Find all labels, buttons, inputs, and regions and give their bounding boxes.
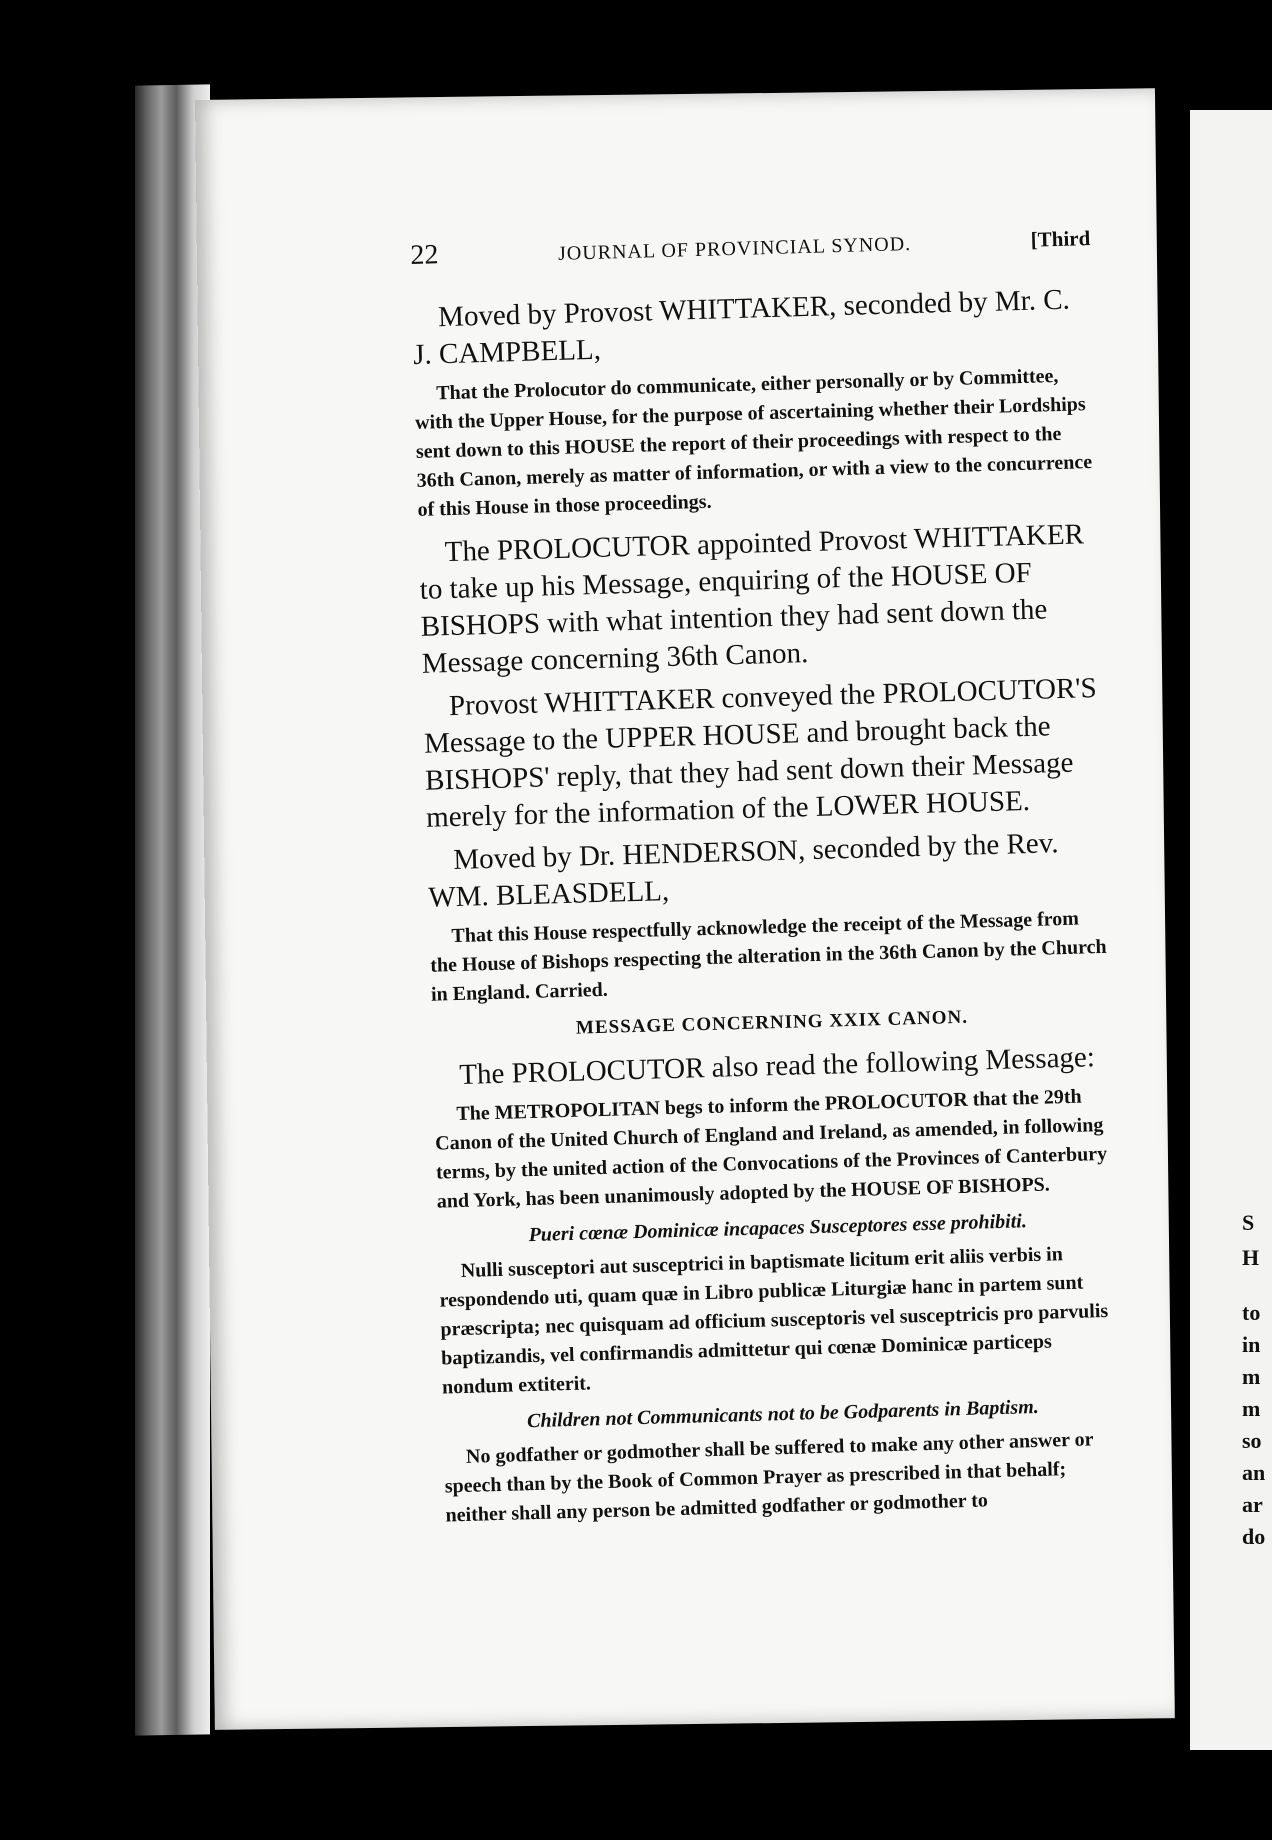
english-canon-title: Children not Communicants not to be Godparents in Baptism. bbox=[526, 1395, 1040, 1433]
english-canon-text: No godfather or godmother shall be suffered to make any other answer or speech than by the Book of Common Prayer as prescribed in that behalf; neither shall any person be admitted godfather or godmother to bbox=[444, 1428, 1094, 1527]
running-title: JOURNAL OF PROVINCIAL SYNOD. bbox=[557, 233, 912, 265]
body-paragraph: The PROLOCUTOR appointed Provost WHITTAKER to take up his Message, enquiring of the HOUSE OF BISHOPS with what intention they had sent down the Message concerning 36th Canon. bbox=[419, 518, 1085, 680]
facing-fragment: m bbox=[1242, 1396, 1261, 1421]
resolution-paragraph: That the Prolocutor do communicate, either personally or by Committee, with the Upper House, for the purpose of ascertaining whether their Lordships sent down to this HOUSE the report of their proceedings with respect to the 36th Canon, merely as matter of information, or with a view to the concurrence of this House in those proceedings. bbox=[414, 364, 1093, 521]
motion-paragraph: Moved by Dr. HENDERSON, seconded by the Rev. WM. BLEASDELL, bbox=[427, 827, 1059, 914]
page-number: 22 bbox=[410, 239, 439, 271]
body-paragraph: Provost WHITTAKER conveyed the PROLOCUTOR'S Message to the UPPER HOUSE and brought back the BISHOPS' reply, that they had sent down their Message merely for the information of the LOWER HOUSE. bbox=[423, 672, 1098, 834]
facing-fragment: do bbox=[1242, 1524, 1266, 1549]
latin-canon-title: Pueri cœnæ Dominicæ incapaces Susceptores esse prohibiti. bbox=[528, 1210, 1028, 1247]
facing-fragment: ar bbox=[1242, 1492, 1263, 1517]
body-paragraph: The PROLOCUTOR also read the following Message: bbox=[458, 1041, 1096, 1091]
section-heading: MESSAGE CONCERNING XXIX CANON. bbox=[575, 1006, 969, 1039]
latin-canon-text: Nulli susceptori aut susceptrici in baptismate licitum erit aliis verbis in respondendo uti, quam quæ in Libro publicæ Liturgiæ hanc in partem sunt præscripta; nec quisquam ad officium susceptoris vel susceptricis pro parvulis baptizandis, vel confirmandis admittetur qui cœnæ Dominicæ particeps nondum extiterit. bbox=[439, 1243, 1109, 1399]
facing-fragment: an bbox=[1242, 1460, 1266, 1485]
message-paragraph: The METROPOLITAN begs to inform the PROLOCUTOR that the 29th Canon of the United Church of England and Ireland, as amended, in following terms, by the united action of the Convocations of the Provinces of Canterbury and York, has been unanimously adopted by the HOUSE OF BISHOPS. bbox=[434, 1085, 1108, 1213]
facing-page-edge bbox=[1190, 110, 1272, 1750]
facing-fragment: H bbox=[1242, 1245, 1260, 1270]
page-content bbox=[410, 221, 1126, 1540]
facing-fragment: to bbox=[1242, 1300, 1261, 1325]
facing-fragment: S bbox=[1242, 1210, 1255, 1235]
motion-paragraph: Moved by Provost WHITTAKER, seconded by Mr. C. J. CAMPBELL, bbox=[412, 283, 1071, 371]
facing-fragment: in bbox=[1242, 1332, 1261, 1357]
section-marker: [Third bbox=[1030, 226, 1091, 252]
facing-fragment: m bbox=[1242, 1364, 1261, 1389]
resolution-paragraph: That this House respectfully acknowledge the receipt of the Message from the House of Bishops respecting the alteration in the 36th Canon by the Church in England. Carried. bbox=[429, 907, 1107, 1006]
facing-fragment: so bbox=[1242, 1428, 1262, 1453]
